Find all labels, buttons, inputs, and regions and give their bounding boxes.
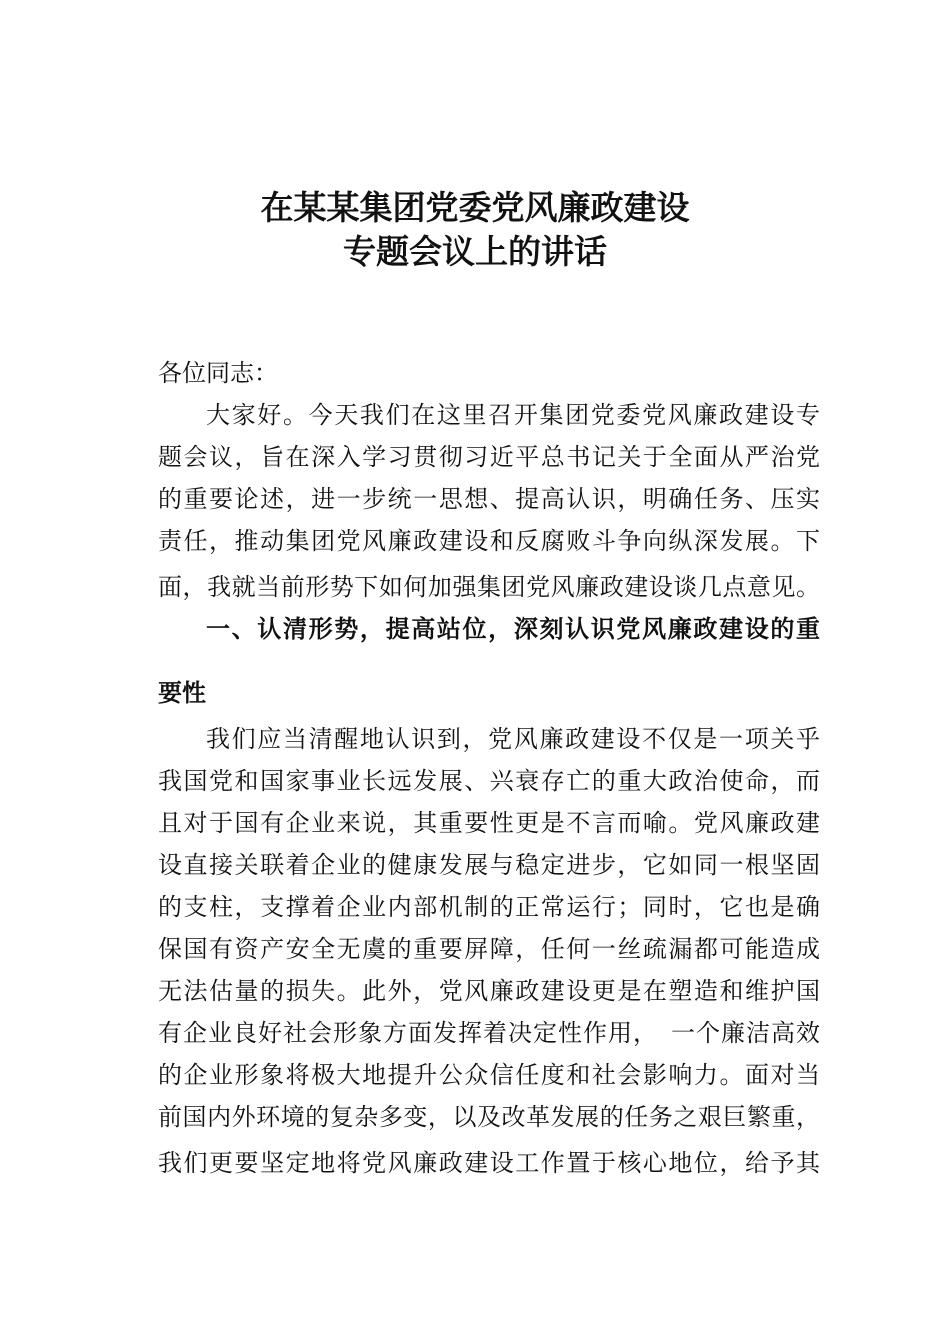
section-heading-line-1: 一、认清形势，提高站位，深刻认识党风廉政建设的重 [206, 615, 820, 643]
paragraph-line: 设直接关联着企业的健康发展与稳定进步，它如同一根坚固 [158, 851, 820, 879]
section-heading-line-2: 要性 [158, 679, 206, 707]
paragraph-line: 有企业良好社会形象方面发挥着决定性作用， 一个廉洁高效 [158, 1019, 820, 1047]
paragraph-line: 的支柱，支撑着企业内部机制的正常运行；同时，它也是确 [158, 893, 820, 921]
paragraph-line: 我们应当清醒地认识到，党风廉政建设不仅是一项关乎 [206, 725, 820, 753]
paragraph-line: 我国党和国家事业长远发展、兴衰存亡的重大政治使命，而 [158, 767, 820, 795]
paragraph-line: 的企业形象将极大地提升公众信任度和社会影响力。面对当 [158, 1061, 820, 1089]
paragraph-line: 保国有资产安全无虞的重要屏障，任何一丝疏漏都可能造成 [158, 935, 820, 963]
document-title-line-2: 专题会议上的讲话 [343, 232, 607, 271]
salutation: 各位同志： [158, 359, 278, 387]
document-title-line-1: 在某某集团党委党风廉政建设 [260, 188, 690, 227]
paragraph-line: 责任，推动集团党风廉政建设和反腐败斗争向纵深发展。下 [158, 527, 820, 555]
paragraph-line: 面，我就当前形势下如何加强集团党风廉政建设谈几点意见。 [158, 573, 820, 601]
paragraph-line: 且对于国有企业来说，其重要性更是不言而喻。党风廉政建 [158, 809, 820, 837]
paragraph-line: 前国内外环境的复杂多变，以及改革发展的任务之艰巨繁重， [158, 1103, 820, 1131]
paragraph-line: 我们更要坚定地将党风廉政建设工作置于核心地位，给予其 [158, 1149, 820, 1177]
paragraph-line: 无法估量的损失。此外，党风廉政建设更是在塑造和维护国 [158, 977, 820, 1005]
paragraph-line: 大家好。今天我们在这里召开集团党委党风廉政建设专 [206, 401, 820, 429]
paragraph-line: 题会议，旨在深入学习贯彻习近平总书记关于全面从严治党 [158, 443, 820, 471]
paragraph-line: 的重要论述，进一步统一思想、提高认识，明确任务、压实 [158, 485, 820, 513]
